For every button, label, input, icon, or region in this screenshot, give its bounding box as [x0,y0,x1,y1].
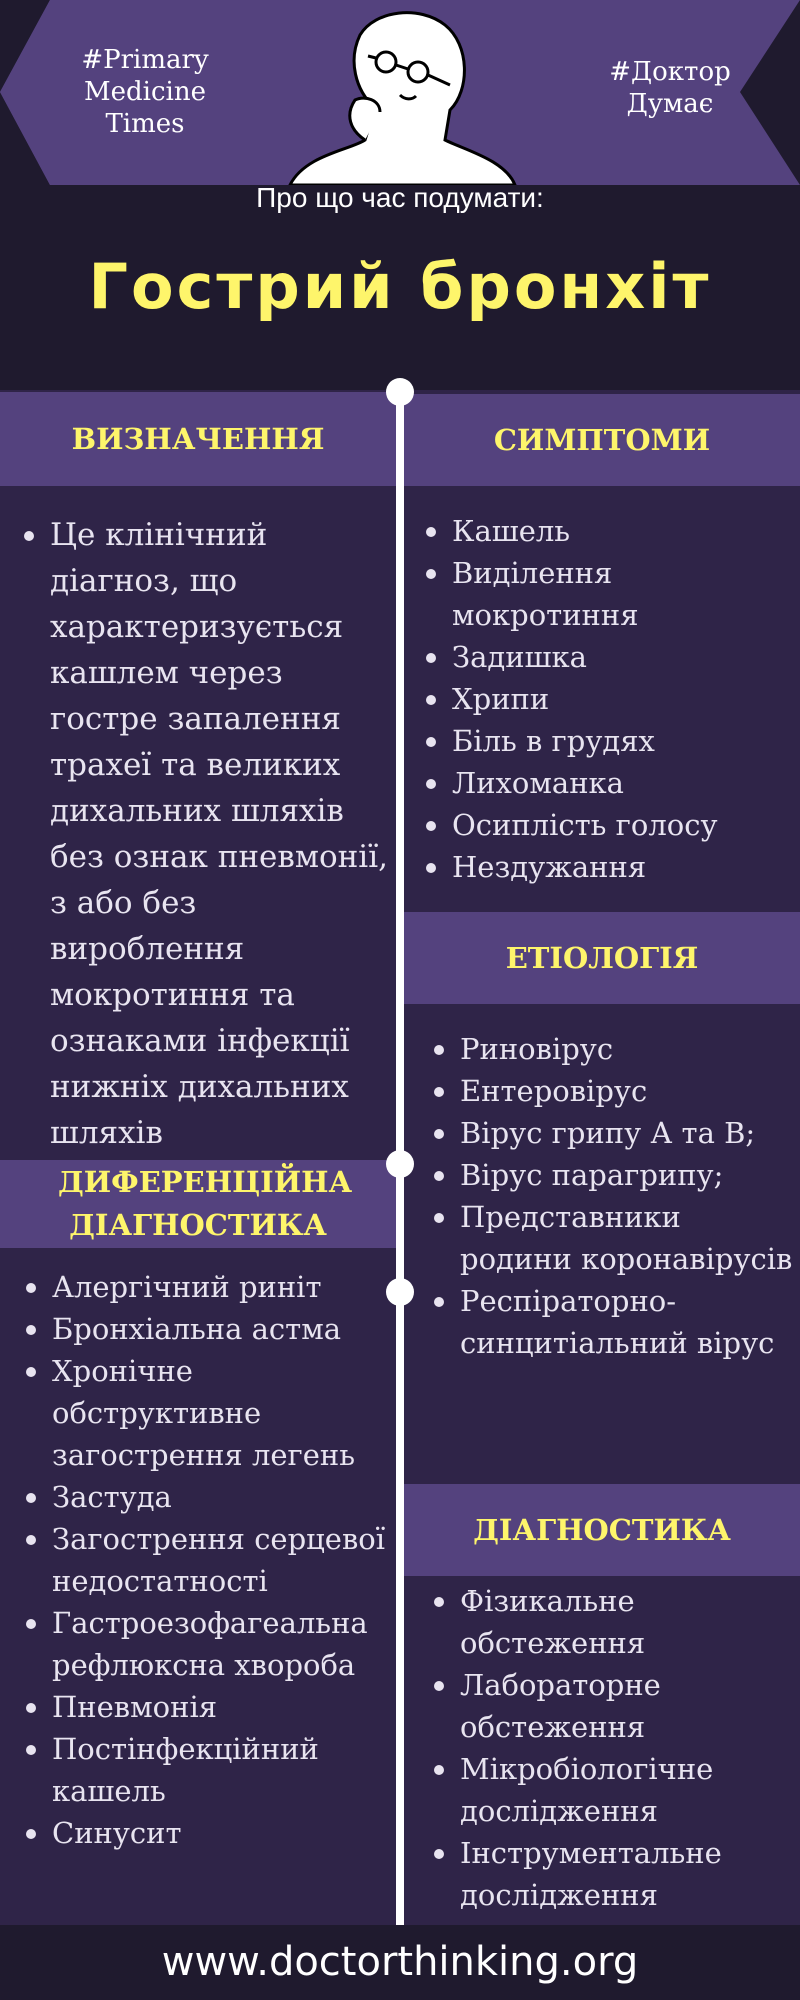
list-item: Інструментальне дослідження [430,1832,794,1916]
differential-title: ДИФЕРЕНЦІЙНА ДІАГНОСТИКА [58,1165,353,1242]
list-item: Виділення мокротиння [422,552,794,636]
list-item: Задишка [422,636,794,678]
list-item: Мікробіологічне дослідження [430,1748,794,1832]
list-item: Фізикальне обстеження [430,1580,794,1664]
list-item: Гастроезофагеальна рефлюксна хвороба [22,1602,394,1686]
left-tag-line: Medicine [84,77,206,107]
list-item: Застуда [22,1476,394,1518]
page-subtitle: Про що час подумати: [256,182,544,213]
list-item: Пневмонія [22,1686,394,1728]
right-tag-line: #Доктор [609,57,731,87]
timeline-dot [386,1278,414,1306]
list-item: Хрипи [422,678,794,720]
differential-header [0,1160,396,1248]
left-tag-line: Times [105,109,185,139]
symptoms-list [422,510,794,888]
list-item: Вірус парагрипу; [430,1154,794,1196]
list-item: Представники родини коронавірусів [430,1196,794,1280]
page-title: Гострий бронхіт [88,250,712,323]
list-item: Вірус грипу А та В; [430,1112,794,1154]
right-tag [580,56,760,120]
list-item: Постінфекційний кашель [22,1728,394,1812]
list-item: Нездужання [422,846,794,888]
left-tag-line: #Primary [81,45,209,75]
thinking-doctor-icon [280,0,520,185]
list-item: Синусит [22,1812,394,1854]
list-item: Респіраторно-синцитіальний вірус [430,1280,794,1364]
list-item: Алергічний риніт [22,1266,394,1308]
list-item: Лабораторне обстеження [430,1664,794,1748]
list-item: Осиплість голосу [422,804,794,846]
list-item: Ентеровірус [430,1070,794,1112]
list-item: Лихоманка [422,762,794,804]
list-item: Це клінічний діагноз, що характеризується кашлем через гостре запалення трахеї та великих дихальних шляхів без ознак пневмонії, з або без вироблення мокротиння та ознаками інфекції нижніх дихальних шляхів [20,512,390,1156]
timeline-dot [386,1150,414,1178]
list-item: Риновірус [430,1028,794,1070]
etiology-header: ЕТІОЛОГІЯ [404,912,800,1004]
differential-list [22,1266,394,1854]
etiology-list [430,1028,794,1364]
left-tag [60,44,230,140]
list-item: Хронічне обструктивне загострення легень [22,1350,394,1476]
diagnostics-list [430,1580,794,1916]
list-item: Кашель [422,510,794,552]
right-tag-line: Думає [626,89,714,119]
list-item: Бронхіальна астма [22,1308,394,1350]
symptoms-header: СИМПТОМИ [404,394,800,486]
list-item: Біль в грудях [422,720,794,762]
footer-url: www.doctorthinking.org [0,1925,800,2000]
list-item: Загострення серцевої недостатності [22,1518,394,1602]
definition-header: ВИЗНАЧЕННЯ [0,392,396,486]
diagnostics-header: ДІАГНОСТИКА [404,1484,800,1576]
definition-list [20,512,390,1156]
timeline-dot [386,378,414,406]
